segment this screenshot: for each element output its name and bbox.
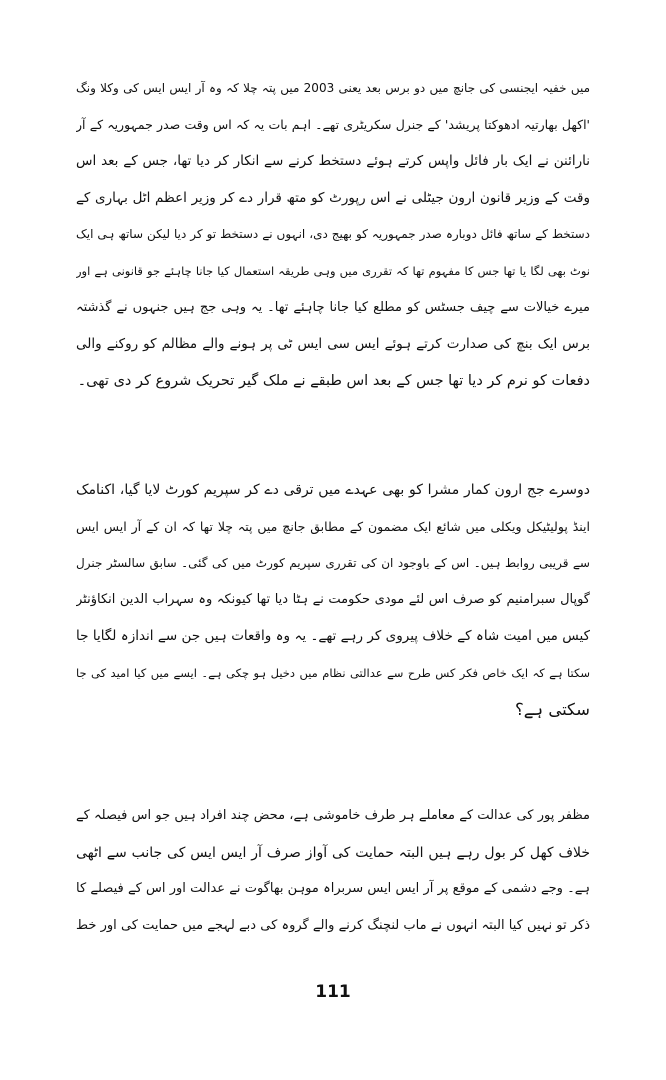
- text-line: نوٹ بھی لگا یا تھا جس کا مفہوم تھا کہ تقرری میں وہی طریقہ استعمال کیا جانا چاہئے جو قانونی ہے اور: [76, 263, 590, 278]
- text-line: ہے۔ وجے دشمی کے موقع پر آر ایس ایس سربراہ موہن بھاگوت نے عدالت اور اس کے فیصلے کا: [76, 881, 590, 897]
- text-line: خلاف کھل کر بول رہے ہیں البتہ حمایت کی آواز صرف آر ایس ایس کی جانب سے اٹھی: [76, 844, 590, 861]
- text-line: دستخط کے ساتھ فائل دوبارہ صدر جمہوریہ کو بھیج دی، انہوں نے دستخط تو کر دیا لیکن ساتھ ہی ایک: [76, 227, 590, 242]
- page-number: 111: [315, 982, 351, 1002]
- text-line: سے قریبی روابط ہیں۔ اس کے باوجود ان کی تقرری سپریم کورٹ میں کی گئی۔ سابق سالسٹر جنرل: [76, 556, 590, 571]
- text-line: نارائنن نے ایک بار فائل واپس کرتے ہوئے دستخط کرنے سے انکار کر دیا تھا، جس کے بعد اس: [76, 153, 590, 170]
- text-line: سکتی ہے؟: [514, 699, 590, 719]
- text-line: دفعات کو نرم کر دیا تھا جس کے بعد اس طبقے نے ملک گیر تحریک شروع کر دی تھی۔: [77, 372, 590, 389]
- text-line: گوپال سبرامنیم کو صرف اس لئے مودی حکومت نے ہٹا دیا تھا کیونکہ وہ سہراب الدین انکاؤنٹر: [76, 591, 590, 607]
- text-line: مظفر پور کی عدالت کے معاملے ہر طرف خاموشی ہے، محض چند افراد ہیں جو اس فیصلہ کے: [76, 808, 590, 823]
- text-line: ذکر تو نہیں کیا البتہ انہوں نے ماب لنچنگ کرنے والے گروہ کی دبے لہجے میں حمایت کی اور خط: [76, 917, 590, 933]
- text-line: اینڈ پولیٹیکل ویکلی میں شائع ایک مضمون کے مطابق جانچ میں پتہ چلا تھا کہ ان کے آر ایس ایس: [76, 518, 590, 534]
- text-line: وقت کے وزیر قانون ارون جیٹلی نے اس رپورٹ کو متھ قرار دے کر وزیر اعظم اٹل بہاری کے: [76, 189, 590, 206]
- text-line: میرے خیالات سے چیف جسٹس کو مطلع کیا جانا چاہئے تھا۔ یہ وہی جج ہیں جنہوں نے گذشتہ: [76, 299, 590, 315]
- text-line: برس ایک بنچ کی صدارت کرتے ہوئے ایس سی ایس ٹی پر ہونے والے مظالم کو روکنے والی: [76, 336, 590, 353]
- paragraph-1: [76, 70, 590, 399]
- paragraph-2: [76, 472, 590, 728]
- text-line: 'اکھل بھارتیہ ادھوکتا پریشد' کے جنرل سکریٹری تھے۔ اہم بات یہ کہ اس وقت صدر جمہوریہ کے آر: [76, 116, 590, 132]
- paragraph-3: [76, 798, 590, 944]
- text-line: دوسرے جج ارون کمار مشرا کو بھی عہدے میں ترقی دے کر سپریم کورٹ لایا گیا، اکنامک: [76, 482, 590, 498]
- text-line: کیس میں امیت شاہ کے خلاف پیروی کر رہے تھے۔ یہ وہ واقعات ہیں جن سے اندازہ لگایا جا: [76, 628, 590, 645]
- text-line: میں خفیہ ایجنسی کی جانچ میں دو برس بعد یعنی 2003 میں پتہ چلا کہ وہ آر ایس ایس کی وکلا ونگ: [76, 81, 590, 95]
- text-line: سکتا ہے کہ ایک خاص فکر کس طرح سے عدالتی نظام میں دخیل ہو چکی ہے۔ ایسے میں کیا امید کی جا: [76, 665, 590, 680]
